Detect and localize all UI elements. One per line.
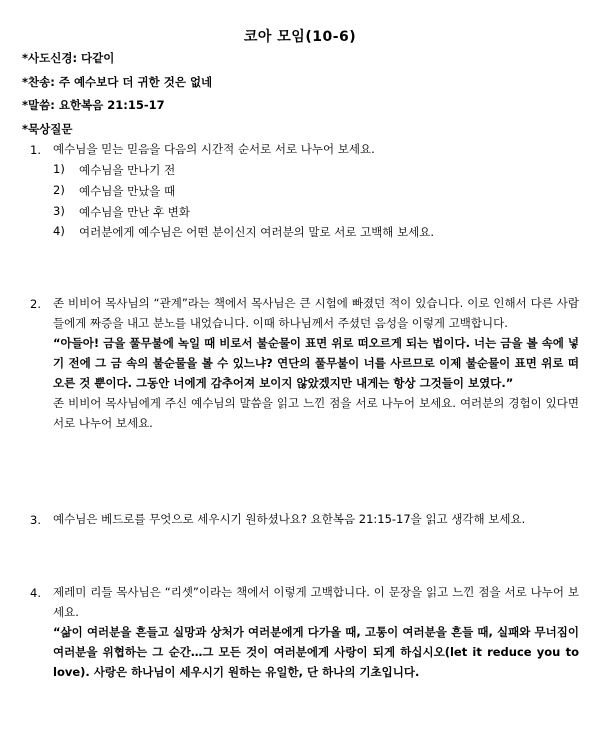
question-1-subitem-3-text: 예수님을 만난 후 변화 [79,205,190,219]
creed-header: *사도신경: 다같이 [22,51,115,65]
document-title: 코아 모임(10-6) [243,29,357,45]
question-1-subitem-2-number: 2) [53,183,65,197]
question-2-outro: 존 비비어 목사님에게 주신 예수님의 말씀을 읽고 느낀 점을 서로 나누어 보세요. 여러분의 경험이 있다면 서로 나누어 보세요. [53,396,579,430]
question-1-subitem-1-number: 1) [53,162,65,176]
question-3-text: 예수님은 베드로를 무엇으로 세우시기 원하셨나요? 요한복음 21:15-17을 읽고 생각해 보세요. [53,512,526,526]
question-4-intro: 제레미 리들 목사님은 “리셋”이라는 책에서 이렇게 고백합니다. 이 문장을 읽고 느낀 점을 서로 나누어 보세요. [53,585,579,619]
question-1-subitem-4-number: 4) [53,224,65,238]
question-1-subitem-3-number: 3) [53,204,65,218]
question-1-text: 예수님을 믿는 믿음을 다음의 시간적 순서로 서로 나누어 보세요. [53,142,375,156]
question-4-body [53,582,579,682]
question-1-subitem-1-text: 예수님을 만나기 전 [79,163,176,177]
question-4-number: 4. [30,586,41,600]
hymn-header: *찬송: 주 예수보다 더 귀한 것은 없네 [22,75,213,89]
question-2-quote: “아들아! 금을 풀무불에 녹일 때 비로서 불순물이 표면 위로 떠오르게 되는 법이다. 너는 금을 볼 속에 넣기 전에 그 금 속의 불순물을 볼 수 있느냐? 연단의 풀무불이 너를 사르므로 이제 불순물이 표면 위로 떠오른 것 뿐이다. 그동안 너에게 감추어져 보이지 않았겠지만 내게는 항상 그것들이 보였다.” [53,336,579,390]
question-2-intro: 존 비비어 목사님의 “관계”라는 책에서 목사님은 큰 시험에 빠졌던 적이 있습니다. 이로 인해서 다른 사람들에게 짜증을 내고 분노를 내었습니다. 이때 하나님께서 주셨던 음성을 이렇게 고백합니다. [53,296,579,330]
question-1-subitem-2-text: 예수님을 만났을 때 [79,184,176,198]
question-2-number: 2. [30,297,41,311]
question-1-number: 1. [30,143,41,157]
questions-header: *묵상질문 [22,122,73,136]
question-2-body [53,293,579,433]
question-4-quote: “삶이 여러분을 흔들고 실망과 상처가 여러분에게 다가올 때, 고통이 여러분을 흔들 때, 실패와 무너짐이 여러분을 위협하는 그 순간…그 모든 것이 여러분에게 사랑이 되게 하십시오(let it reduce you to love). 사랑은 하나님이 세우시기 원하는 유일한, 단 하나의 기초입니다. [53,625,579,679]
question-3-number: 3. [30,513,41,527]
scripture-header: *말씀: 요한복음 21:15-17 [22,98,165,112]
question-1-subitem-4-text: 여러분에게 예수님은 어떤 분이신지 여러분의 말로 서로 고백해 보세요. [79,225,435,239]
